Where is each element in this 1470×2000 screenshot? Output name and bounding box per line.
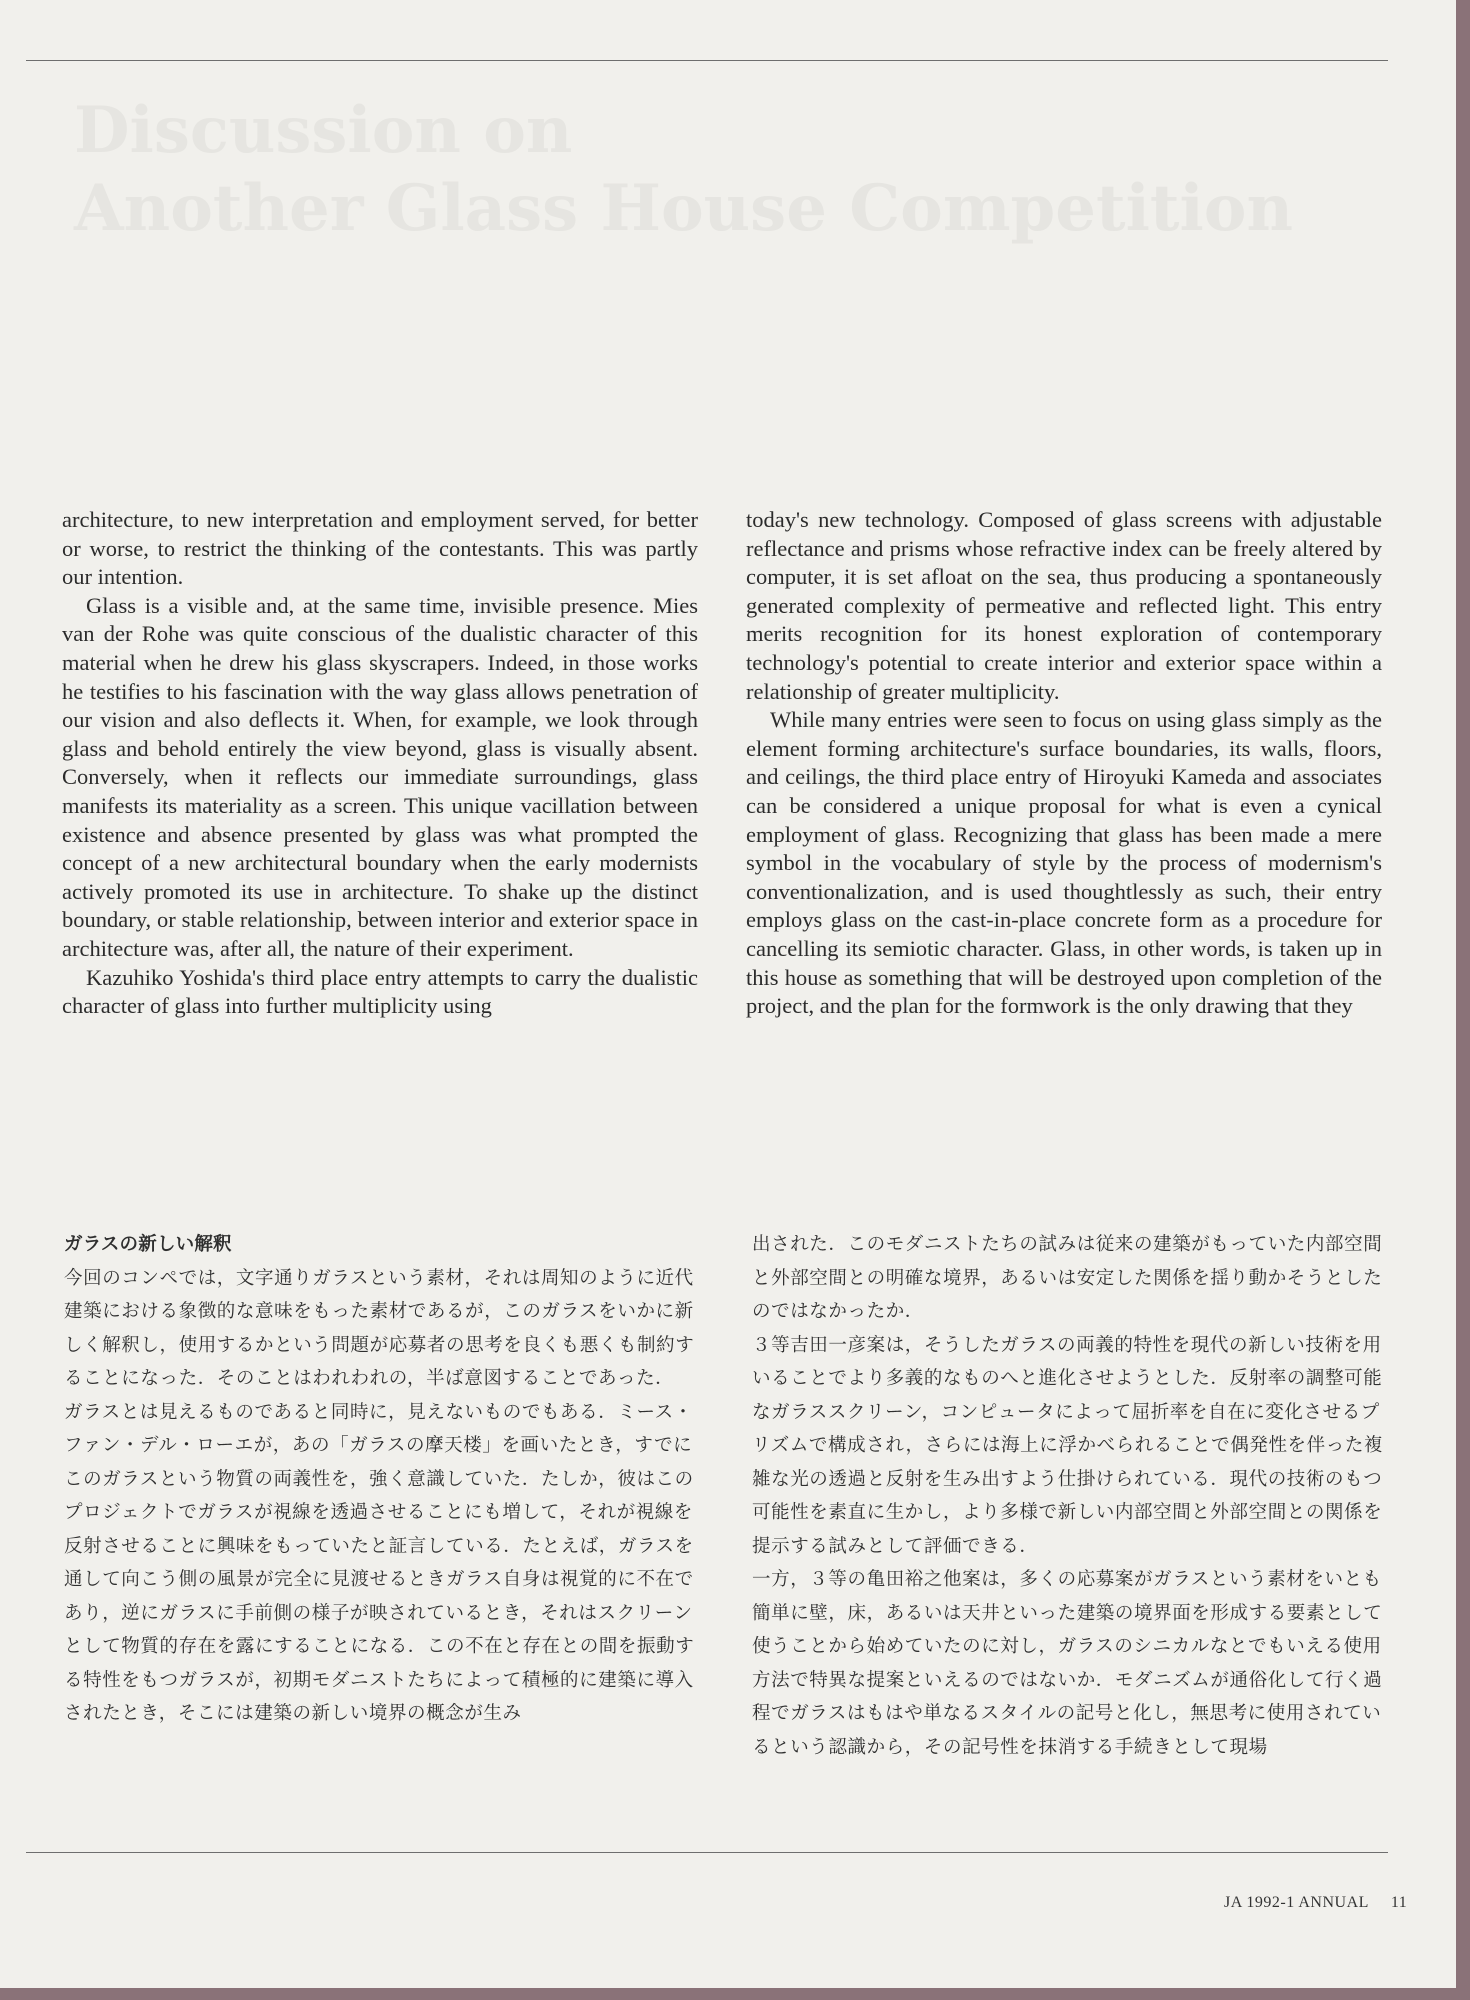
- japanese-paragraph: ガラスとは見えるものであると同時に，見えないものでもある．ミース・ファン・デル・ローエが，あの「ガラスの摩天楼」を画いたとき，すでにこのガラスという物質の両義性を，強く意識していた．たしか，彼はこのプロジェクトでガラスが視線を透過させることにも増して，それが視線を反射させることに興味をもっていたと証言している．たとえば，ガラスを通して向こう側の風景が完全に見渡せるときガラス自身は視覚的に不在であり，逆にガラスに手前側の様子が映されているとき，それはスクリーンとして物質的存在を露にすることになる．この不在と存在との間を振動する特性をもつガラスが，初期モダニストたちによって積極的に建築に導入されたとき，そこには建築の新しい境界の概念が生み: [64, 1401, 695, 1724]
- bottom-rule: [26, 1852, 1388, 1853]
- japanese-paragraph: 一方，３等の亀田裕之他案は，多くの応募案がガラスという素材をいとも簡単に壁，床，あるいは天井といった建築の境界面を形成する要素として使うことから始めていたのに対し，ガラスのシニカルなとでもいえる使用方法で特異な提案といえるのではないか．モダニズムが通俗化して行く過程でガラスはもはや単なるスタイルの記号と化し，無思考に使用されているという認識から，その記号性を抹消する手続きとして現場: [752, 1569, 1383, 1758]
- ghost-title: [74, 92, 1293, 248]
- paragraph: Glass is a visible and, at the same time, invisible presence. Mies van der Rohe was quite conscious of the dualistic character of this material when he drew his glass skyscrapers. Indeed, in those works he testifies to his fascination with the way glass allows penetration of our vision and also deflects it. When, for example, we look through glass and behold entirely the view beyond, glass is visually absent. Conversely, when it reflects our immediate surroundings, glass manifests its materiality as a screen. This unique vacillation between existence and absence presented by glass was what prompted the concept of a new architectural boundary when the early modernists actively promoted its use in architecture. To shake up the distinct boundary, or stable relationship, between interior and exterior space in architecture was, after all, the nature of their experiment.: [62, 592, 698, 961]
- japanese-paragraph: ３等吉田一彦案は，そうしたガラスの両義的特性を現代の新しい技術を用いることでより多義的なものへと進化させようとした．反射率の調整可能なガラススクリーン，コンピュータによって屈折率を自在に変化させるプリズムで構成され，さらには海上に浮かべられることで偶発性を伴った複雑な光の透過と反射を生み出すよう仕掛けられている．現代の技術のもつ可能性を素直に生かし，より多様で新しい内部空間と外部空間との関係を提示する試みとして評価できる．: [752, 1334, 1384, 1557]
- japanese-column-left: [64, 1228, 704, 1731]
- japanese-column-right: [752, 1228, 1392, 1764]
- english-column-right: [746, 506, 1382, 1021]
- ghost-title-line: Discussion on: [74, 93, 573, 168]
- english-column-left: [62, 506, 698, 1021]
- paragraph: Kazuhiko Yoshida's third place entry attempts to carry the dualistic character of glass into further multiplicity using: [62, 964, 698, 1019]
- top-rule: [26, 60, 1388, 61]
- japanese-heading: ガラスの新しい解釈: [64, 1234, 232, 1255]
- japanese-paragraph: 出された．このモダニストたちの試みは従来の建築がもっていた内部空間と外部空間との明確な境界，あるいは安定した関係を揺り動かそうとしたのではなかったか．: [752, 1234, 1383, 1322]
- paragraph: today's new technology. Composed of glass screens with adjustable reflectance and prisms whose refractive index can be freely altered by computer, it is set afloat on the sea, thus producing a spontaneously generated complexity of permeative and reflected light. This entry merits recognition for its honest exploration of contemporary technology's potential to create interior and exterior space within a relationship of greater multiplicity.: [746, 507, 1382, 704]
- paragraph: While many entries were seen to focus on using glass simply as the element forming architecture's surface boundaries, its walls, floors, and ceilings, the third place entry of Hiroyuki Kameda and associates can be considered a unique proposal for what is even a cynical employment of glass. Recognizing that glass has been made a mere symbol in the vocabulary of style by the process of modernism's conventionalization, and is used thoughtlessly as such, their entry employs glass on the cast-in-place concrete form as a procedure for cancelling its semiotic character. Glass, in other words, is taken up in this house as something that will be destroyed upon completion of the project, and the plan for the formwork is the only drawing that they: [746, 707, 1382, 1019]
- ghost-title-line: Another Glass House Competition: [74, 171, 1293, 246]
- publication-label: JA 1992-1 ANNUAL: [1224, 1894, 1369, 1911]
- page-footer: [1224, 1894, 1407, 1912]
- paragraph: architecture, to new interpretation and employment served, for better or worse, to restrict the thinking of the contestants. This was partly our intention.: [62, 507, 698, 590]
- japanese-paragraph: 今回のコンペでは，文字通りガラスという素材，それは周知のように近代建築における象徴的な意味をもった素材であるが，このガラスをいかに新しく解釈し，使用するかという問題が応募者の思考を良くも悪くも制約することになった．そのことはわれわれの，半ば意図することであった．: [64, 1267, 695, 1389]
- page-number: 11: [1390, 1894, 1408, 1911]
